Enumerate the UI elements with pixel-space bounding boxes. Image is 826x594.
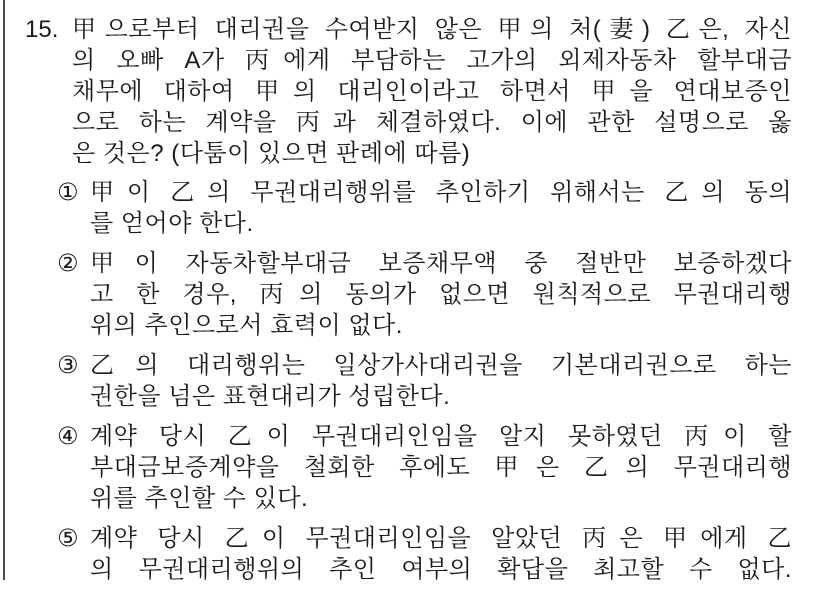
option-2 xyxy=(57,248,792,341)
option-line: 고 한 경우, 丙의 동의가 없으면 원칙적으로 무권대리행 xyxy=(90,281,792,308)
option-line: 甲이 乙의 무권대리행위를 추인하기 위해서는 乙의 동의 xyxy=(90,179,792,206)
option-3-marker: ③ xyxy=(57,352,79,379)
option-line: 위의 추인으로서 효력이 없다. xyxy=(90,312,403,339)
option-line: 乙의 대리행위는 일상가사대리권을 기본대리권으로 하는 xyxy=(90,352,792,379)
option-line: 부대금보증계약을 철회한 후에도 甲은 乙의 무권대리행 xyxy=(90,454,792,481)
option-1 xyxy=(57,177,792,239)
option-line: 계약 당시 乙이 무권대리인임을 알았던 丙은 甲에게 乙 xyxy=(90,525,792,552)
option-3 xyxy=(57,350,792,412)
question-block xyxy=(0,14,792,594)
option-line: 를 얻어야 한다. xyxy=(90,210,254,237)
option-4 xyxy=(57,421,792,514)
question-line: 甲으로부터 대리권을 수여받지 않은 甲의 처(妻) 乙은, 자신 xyxy=(72,16,792,43)
option-5 xyxy=(57,523,792,585)
question-line: 채무에 대하여 甲의 대리인이라고 하면서 甲을 연대보증인 xyxy=(72,78,792,105)
option-5-marker: ⑤ xyxy=(57,525,79,552)
option-1-marker: ① xyxy=(57,179,79,206)
option-line: 甲이 자동차할부대금 보증채무액 중 절반만 보증하겠다 xyxy=(90,250,792,277)
options-list xyxy=(57,177,792,585)
option-line: 계약 당시 乙이 무권대리인임을 알지 못하였던 丙이 할 xyxy=(90,423,792,450)
option-line: 권한을 넘은 표현대리가 성립한다. xyxy=(90,383,451,410)
question-line: 의 오빠 A가 丙에게 부담하는 고가의 외제자동차 할부대금 xyxy=(72,47,792,74)
option-4-marker: ④ xyxy=(57,423,79,450)
option-line: 의 무권대리행위의 추인 여부의 확답을 최고할 수 없다. xyxy=(90,556,792,583)
question-line: 으로 하는 계약을 丙과 체결하였다. 이에 관한 설명으로 옳 xyxy=(72,109,792,136)
question-number: 15. xyxy=(25,16,59,43)
option-2-marker: ② xyxy=(57,250,79,277)
question-15 xyxy=(25,14,792,169)
question-line: 은 것은? (다툼이 있으면 판례에 따름) xyxy=(72,140,471,167)
option-line: 위를 추인할 수 있다. xyxy=(90,485,309,512)
